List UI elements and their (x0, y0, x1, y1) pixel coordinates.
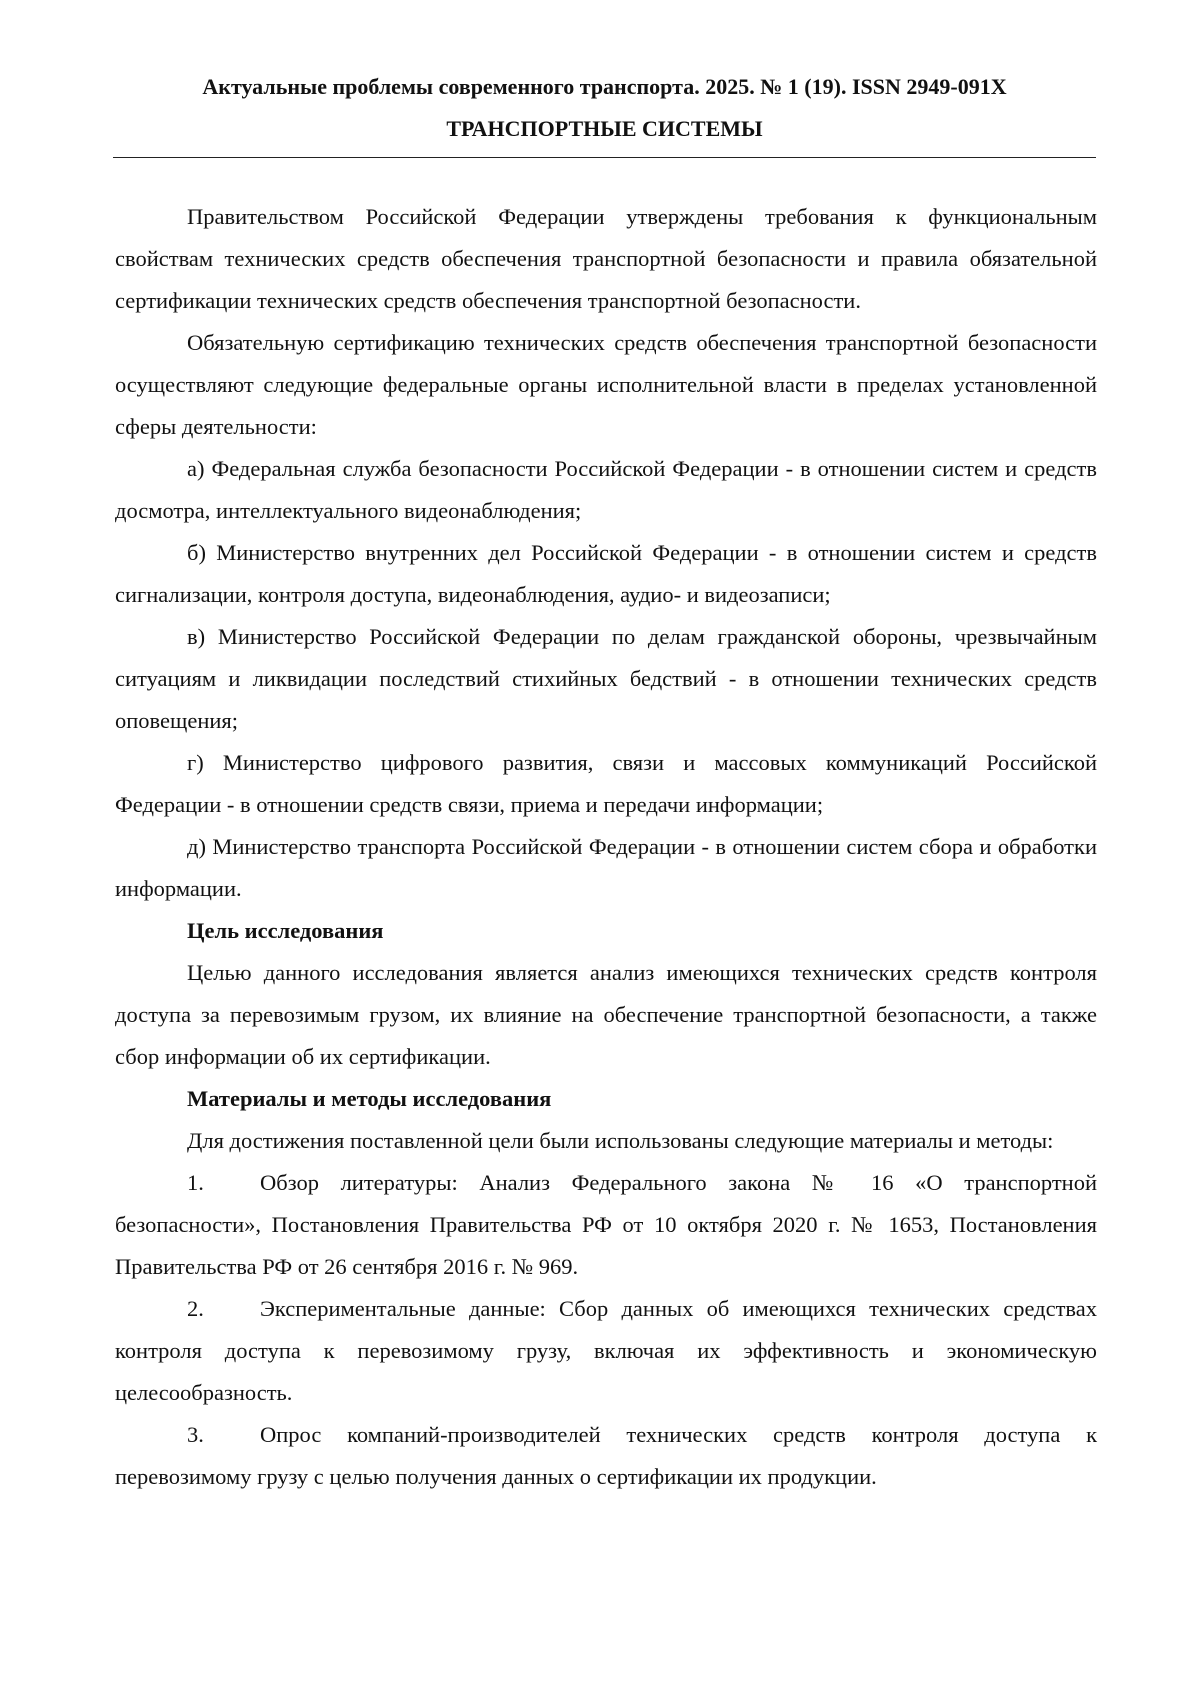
authority-item-v: в) Министерство Российской Федерации по делам гражданской обороны, чрезвычайным ситуациям и ликвидации последствий стихийных бедствий - в отношении технических средств оповещения; (115, 624, 1097, 733)
method-item (115, 1162, 1097, 1288)
running-header (113, 66, 1096, 150)
goal-paragraph: Целью данного исследования является анализ имеющихся технических средств контроля доступа за перевозимым грузом, их влияние на обеспечение транспортной безопасности, а также сбор информации об их сертификации. (115, 960, 1097, 1069)
authority-item-g: г) Министерство цифрового развития, связи и массовых коммуникаций Российской Федерации - в отношении средств связи, приема и передачи информации; (115, 750, 1097, 817)
section-title: ТРАНСПОРТНЫЕ СИСТЕМЫ (446, 116, 763, 141)
methods-heading: Материалы и методы исследования (187, 1086, 552, 1111)
method-number: 2. (187, 1296, 204, 1321)
goal-heading: Цель исследования (187, 918, 384, 943)
intro-paragraph: Правительством Российской Федерации утверждены требования к функциональным свойствам технических средств обеспечения транспортной безопасности и правила обязательной сертификации технических средств обеспечения транспортной безопасности. (115, 204, 1097, 313)
method-number: 1. (187, 1170, 204, 1195)
method-item (115, 1414, 1097, 1498)
authority-item-b: б) Министерство внутренних дел Российской Федерации - в отношении систем и средств сигнализации, контроля доступа, видеонаблюдения, аудио- и видеозаписи; (115, 540, 1097, 607)
authorities-intro-paragraph: Обязательную сертификацию технических средств обеспечения транспортной безопасности осуществляют следующие федеральные органы исполнительной власти в пределах установленной сферы деятельности: (115, 330, 1097, 439)
header-divider (113, 157, 1096, 158)
method-text: Опрос компаний-производителей технических средств контроля доступа к перевозимому грузу с целью получения данных о сертификации их продукции. (115, 1422, 1097, 1489)
method-item (115, 1288, 1097, 1414)
article-body (115, 196, 1097, 1498)
journal-title: Актуальные проблемы современного транспорта. 2025. № 1 (19). ISSN 2949-091X (202, 74, 1007, 99)
authority-item-a: а) Федеральная служба безопасности Российской Федерации - в отношении систем и средств досмотра, интеллектуального видеонаблюдения; (115, 456, 1097, 523)
authority-item-d: д) Министерство транспорта Российской Федерации - в отношении систем сбора и обработки информации. (115, 834, 1097, 901)
method-text: Экспериментальные данные: Сбор данных об имеющихся технических средствах контроля доступа к перевозимому грузу, включая их эффективность и экономическую целесообразность. (115, 1296, 1097, 1405)
methods-intro-paragraph: Для достижения поставленной цели были использованы следующие материалы и методы: (187, 1128, 1054, 1153)
method-number: 3. (187, 1422, 204, 1447)
method-text: Обзор литературы: Анализ Федерального закона № 16 «О транспортной безопасности», Постановления Правительства РФ от 10 октября 2020 г. № 1653, Постановления Правительства РФ от 26 сентября 2016 г. № 969. (115, 1170, 1097, 1279)
